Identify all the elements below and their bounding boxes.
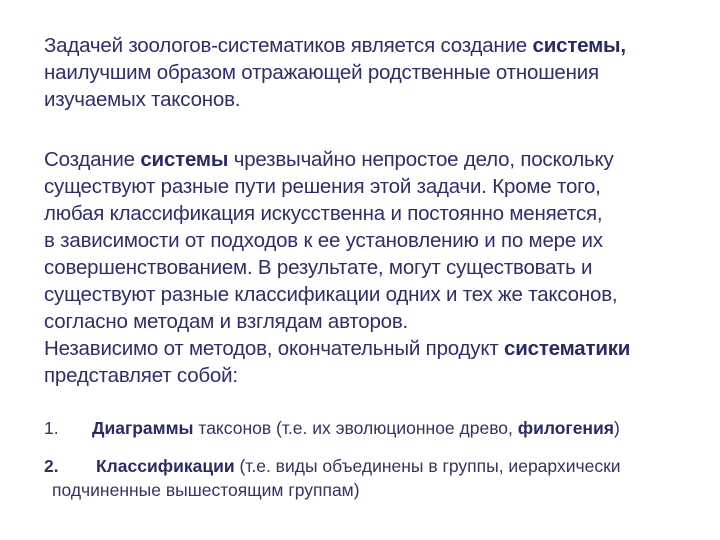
term-systematics: систематики [504, 337, 631, 360]
main-line-1-start: Создание [44, 148, 141, 171]
main-line-1 [44, 146, 704, 173]
list-item-2-line-2: подчиненные вышестоящим группам) [52, 480, 360, 500]
main-line-2: существуют разные пути решения этой задачи. Кроме того, [44, 175, 601, 198]
main-paragraph [44, 146, 704, 389]
term-system: системы, [532, 34, 626, 57]
main-line-3: любая классификация искусственна и постоянно меняется, [44, 202, 603, 225]
term-diagrams: Диаграммы [92, 418, 194, 438]
main-line-7: согласно методам и взглядам авторов. [44, 310, 409, 333]
intro-paragraph [44, 32, 704, 113]
term-system-2: системы [140, 148, 229, 171]
list-item-1 [44, 416, 714, 440]
main-line-8-start: Независимо от методов, окончательный продукт [44, 337, 505, 360]
main-line-8 [44, 335, 704, 362]
list-item-2-text: (т.е. виды объединены в группы, иерархически [234, 456, 621, 476]
main-line-9: представляет собой: [44, 364, 238, 387]
list-item-1-text: таксонов (т.е. их эволюционное древо, [193, 418, 518, 438]
main-line-5: совершенствованием. В результате, могут существовать и [44, 256, 593, 279]
main-line-1-end: чрезвычайно непростое дело, поскольку [228, 148, 614, 171]
intro-line-1-text: Задачей зоологов-систематиков является создание [44, 34, 533, 57]
term-classifications: Классификации [96, 456, 235, 476]
intro-line-2: наилучшим образом отражающей родственные отношения [44, 61, 599, 84]
list-item-1-close: ) [613, 418, 620, 438]
main-line-4: в зависимости от подходов к ее установлению и по мере их [44, 229, 603, 252]
intro-line-1 [44, 32, 704, 59]
list-item-2 [44, 454, 714, 502]
list-number-2: 2. [44, 456, 59, 476]
main-line-6: существуют разные классификации одних и тех же таксонов, [44, 283, 618, 306]
term-phylogeny: филогения [517, 418, 614, 438]
list-item-2-line-1 [44, 454, 714, 478]
list-number-1: 1. [44, 418, 59, 438]
intro-line-3: изучаемых таксонов. [44, 88, 241, 111]
